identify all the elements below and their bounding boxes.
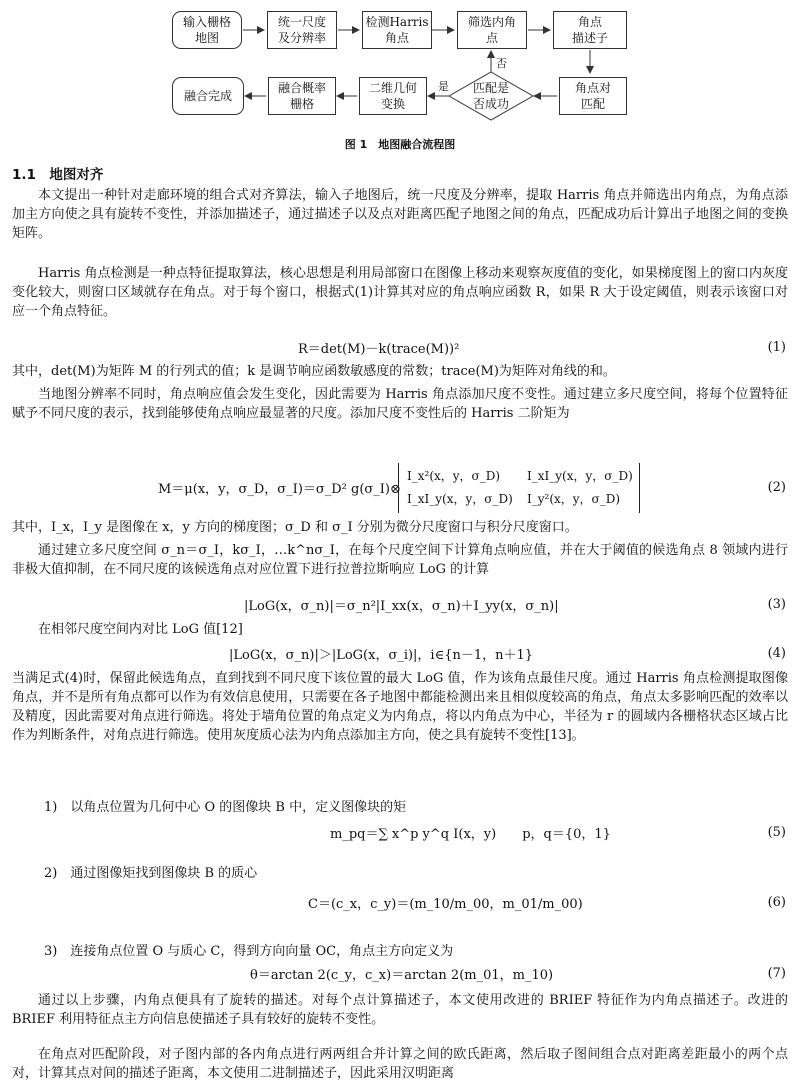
node-fusion-done: 融合完成 [172, 77, 244, 115]
paragraph-scale: 当地图分辨率不同时，角点响应值会发生变化，因此需要为 Harris 角点添加尺度不变性。通过建立多尺度空间，将每个位置特征赋予不同尺度的表示，找到能够使角点响应最显著的尺度。添加尺度不变性后的 Harris 二阶矩为 [12, 387, 788, 421]
paragraph-intro: 本文提出一种针对走廊环境的组合式对齐算法，输入子地图后，统一尺度及分辨率，提取 Harris 角点并筛选出内角点，为角点添加主方向使之具有旋转不变性，并添加描述子，通过描述子以及点对距离匹配子地图之间的角点，匹配成功后计算出子地图之间的变换矩阵。 [12, 188, 788, 241]
paragraph-harris: Harris 角点检测是一种点特征提取算法，核心思想是利用局部窗口在图像上移动来观察灰度值的变化，如果梯度图上的窗口内灰度变化较大，则窗口区域就存在角点。对于每个窗口，根据式(1)计算其对应的角点响应函数 R，如果 R 大于设定阈值，则表示该窗口对应一个角点特征。 [12, 266, 788, 319]
paragraph-brief: 通过以上步骤，内角点便具有了旋转的描述。对每个点计算描述子，本文使用改进的 BRIEF 特征作为内角点描述子。改进的 BRIEF 利用特征点主方向信息使描述子具有较好的旋转不变性。 [12, 993, 788, 1027]
node-harris-detect: 检测Harris 角点 [362, 11, 432, 49]
node-2d-transform: 二维几何 变换 [359, 77, 427, 115]
node-input-map: 输入栅格 地图 [172, 11, 242, 49]
equation-2-matrix [398, 463, 640, 513]
equation-6: C＝(c_x，c_y)＝(m_10/m_00，m_01/m_00) [308, 897, 583, 912]
node-fuse-grid: 融合概率 栅格 [268, 77, 336, 115]
equation-3: |LoG(x，σ_n)|＝σ_n²|I_xx(x，σ_n)＋I_yy(x，σ_n)| [244, 599, 559, 614]
node-unify-scale: 统一尺度 及分辨率 [267, 11, 337, 49]
equation-2: M＝μ(x，y，σ_D，σ_I)＝σ_D² g(σ_I)⊗ [158, 482, 401, 497]
equation-4-number: (4) [767, 646, 786, 661]
yes-label: 是 [438, 80, 449, 93]
equation-1: R＝det(M)－k(trace(M))² [298, 342, 460, 357]
equation-7-number: (7) [767, 966, 786, 981]
matrix-cell-22: I_y²(x，y，σ_D) [527, 492, 621, 506]
matrix-cell-11: I_x²(x，y，σ_D) [407, 469, 501, 483]
paragraph-compare-log: 在相邻尺度空间内对比 LoG 值[12] [38, 622, 243, 637]
paragraph-multiscale: 通过建立多尺度空间 σ_n＝σ_I，kσ_I，…k^nσ_I，在每个尺度空间下计算角点响应值，并在大于阈值的候选角点 8 领域内进行非极大值抑制，在不同尺度的该候选角点对应位置下进行拉普拉斯响应 LoG 的计算 [12, 543, 788, 577]
matrix-cell-12: I_xI_y(x，y，σ_D) [527, 469, 633, 483]
equation-2-number: (2) [767, 480, 786, 495]
paragraph-gradient: 其中，I_x，I_y 是图像在 x，y 方向的梯度图；σ_D 和 σ_I 分别为微分尺度窗口与积分尺度窗口。 [12, 520, 578, 535]
equation-5: m_pq＝∑ x^p y^q I(x，y) p，q＝{0，1} [330, 827, 611, 842]
equation-6-number: (6) [767, 895, 786, 910]
equation-7: θ＝arctan 2(c_y，c_x)＝arctan 2(m_01，m_10) [250, 968, 554, 983]
equation-5-number: (5) [767, 825, 786, 840]
figure-caption: 图 1 地图融合流程图 [344, 138, 456, 151]
node-match-success: 匹配是 否成功 [472, 81, 509, 111]
step-1: 1) 以角点位置为几何中心 O 的图像块 B 中，定义图像块的矩 [44, 800, 407, 815]
node-descriptor: 角点 描述子 [553, 11, 627, 49]
paragraph-pair-match: 在角点对匹配阶段，对子图内部的各内角点进行两两组合并计算之间的欧氏距离，然后取子图间组合点对距离差距最小的两个点对，计算其点对间的描述子距离，本文使用二进制描述子，因此采用汉明距离 [12, 1047, 788, 1081]
matrix-cell-21: I_xI_y(x，y，σ_D) [407, 492, 513, 506]
paragraph-filter-corners: 当满足式(4)时，保留此候选角点，直到找到不同尺度下该位置的最大 LoG 值，作为该角点最佳尺度。通过 Harris 角点检测提取图像角点，并不是所有角点都可以作为有效信息使用，只需要在各子地图中都能检测出来且相似度较高的角点，角点太多影响匹配的效率以及精度，因此需要对角点进行筛选。将处于墙角位置的角点定义为内角点，将以内角点为中心，半径为 r 的圆域内各栅格状态区域占比作为判断条件，对角点进行筛选。使用灰度质心法为内角点添加主方向，使之具有旋转不变性[13]。 [12, 671, 788, 743]
section-title: 1.1 地图对齐 [12, 167, 104, 183]
equation-4: |LoG(x，σ_n)|＞|LoG(x，σ_i)|，i∈{n－1，n＋1} [229, 648, 534, 663]
equation-3-number: (3) [767, 597, 786, 612]
equation-1-number: (1) [767, 340, 786, 355]
no-label: 否 [496, 57, 507, 70]
node-pair-match: 角点对 匹配 [559, 77, 627, 115]
node-filter-corners: 筛选内角 点 [457, 11, 527, 49]
step-2: 2) 通过图像矩找到图像块 B 的质心 [44, 866, 258, 881]
paragraph-det-desc: 其中，det(M)为矩阵 M 的行列式的值；k 是调节响应函数敏感度的常数；trace(M)为矩阵对角线的和。 [12, 364, 616, 379]
step-3: 3) 连接角点位置 O 与质心 C，得到方向向量 OC，角点主方向定义为 [44, 944, 454, 959]
